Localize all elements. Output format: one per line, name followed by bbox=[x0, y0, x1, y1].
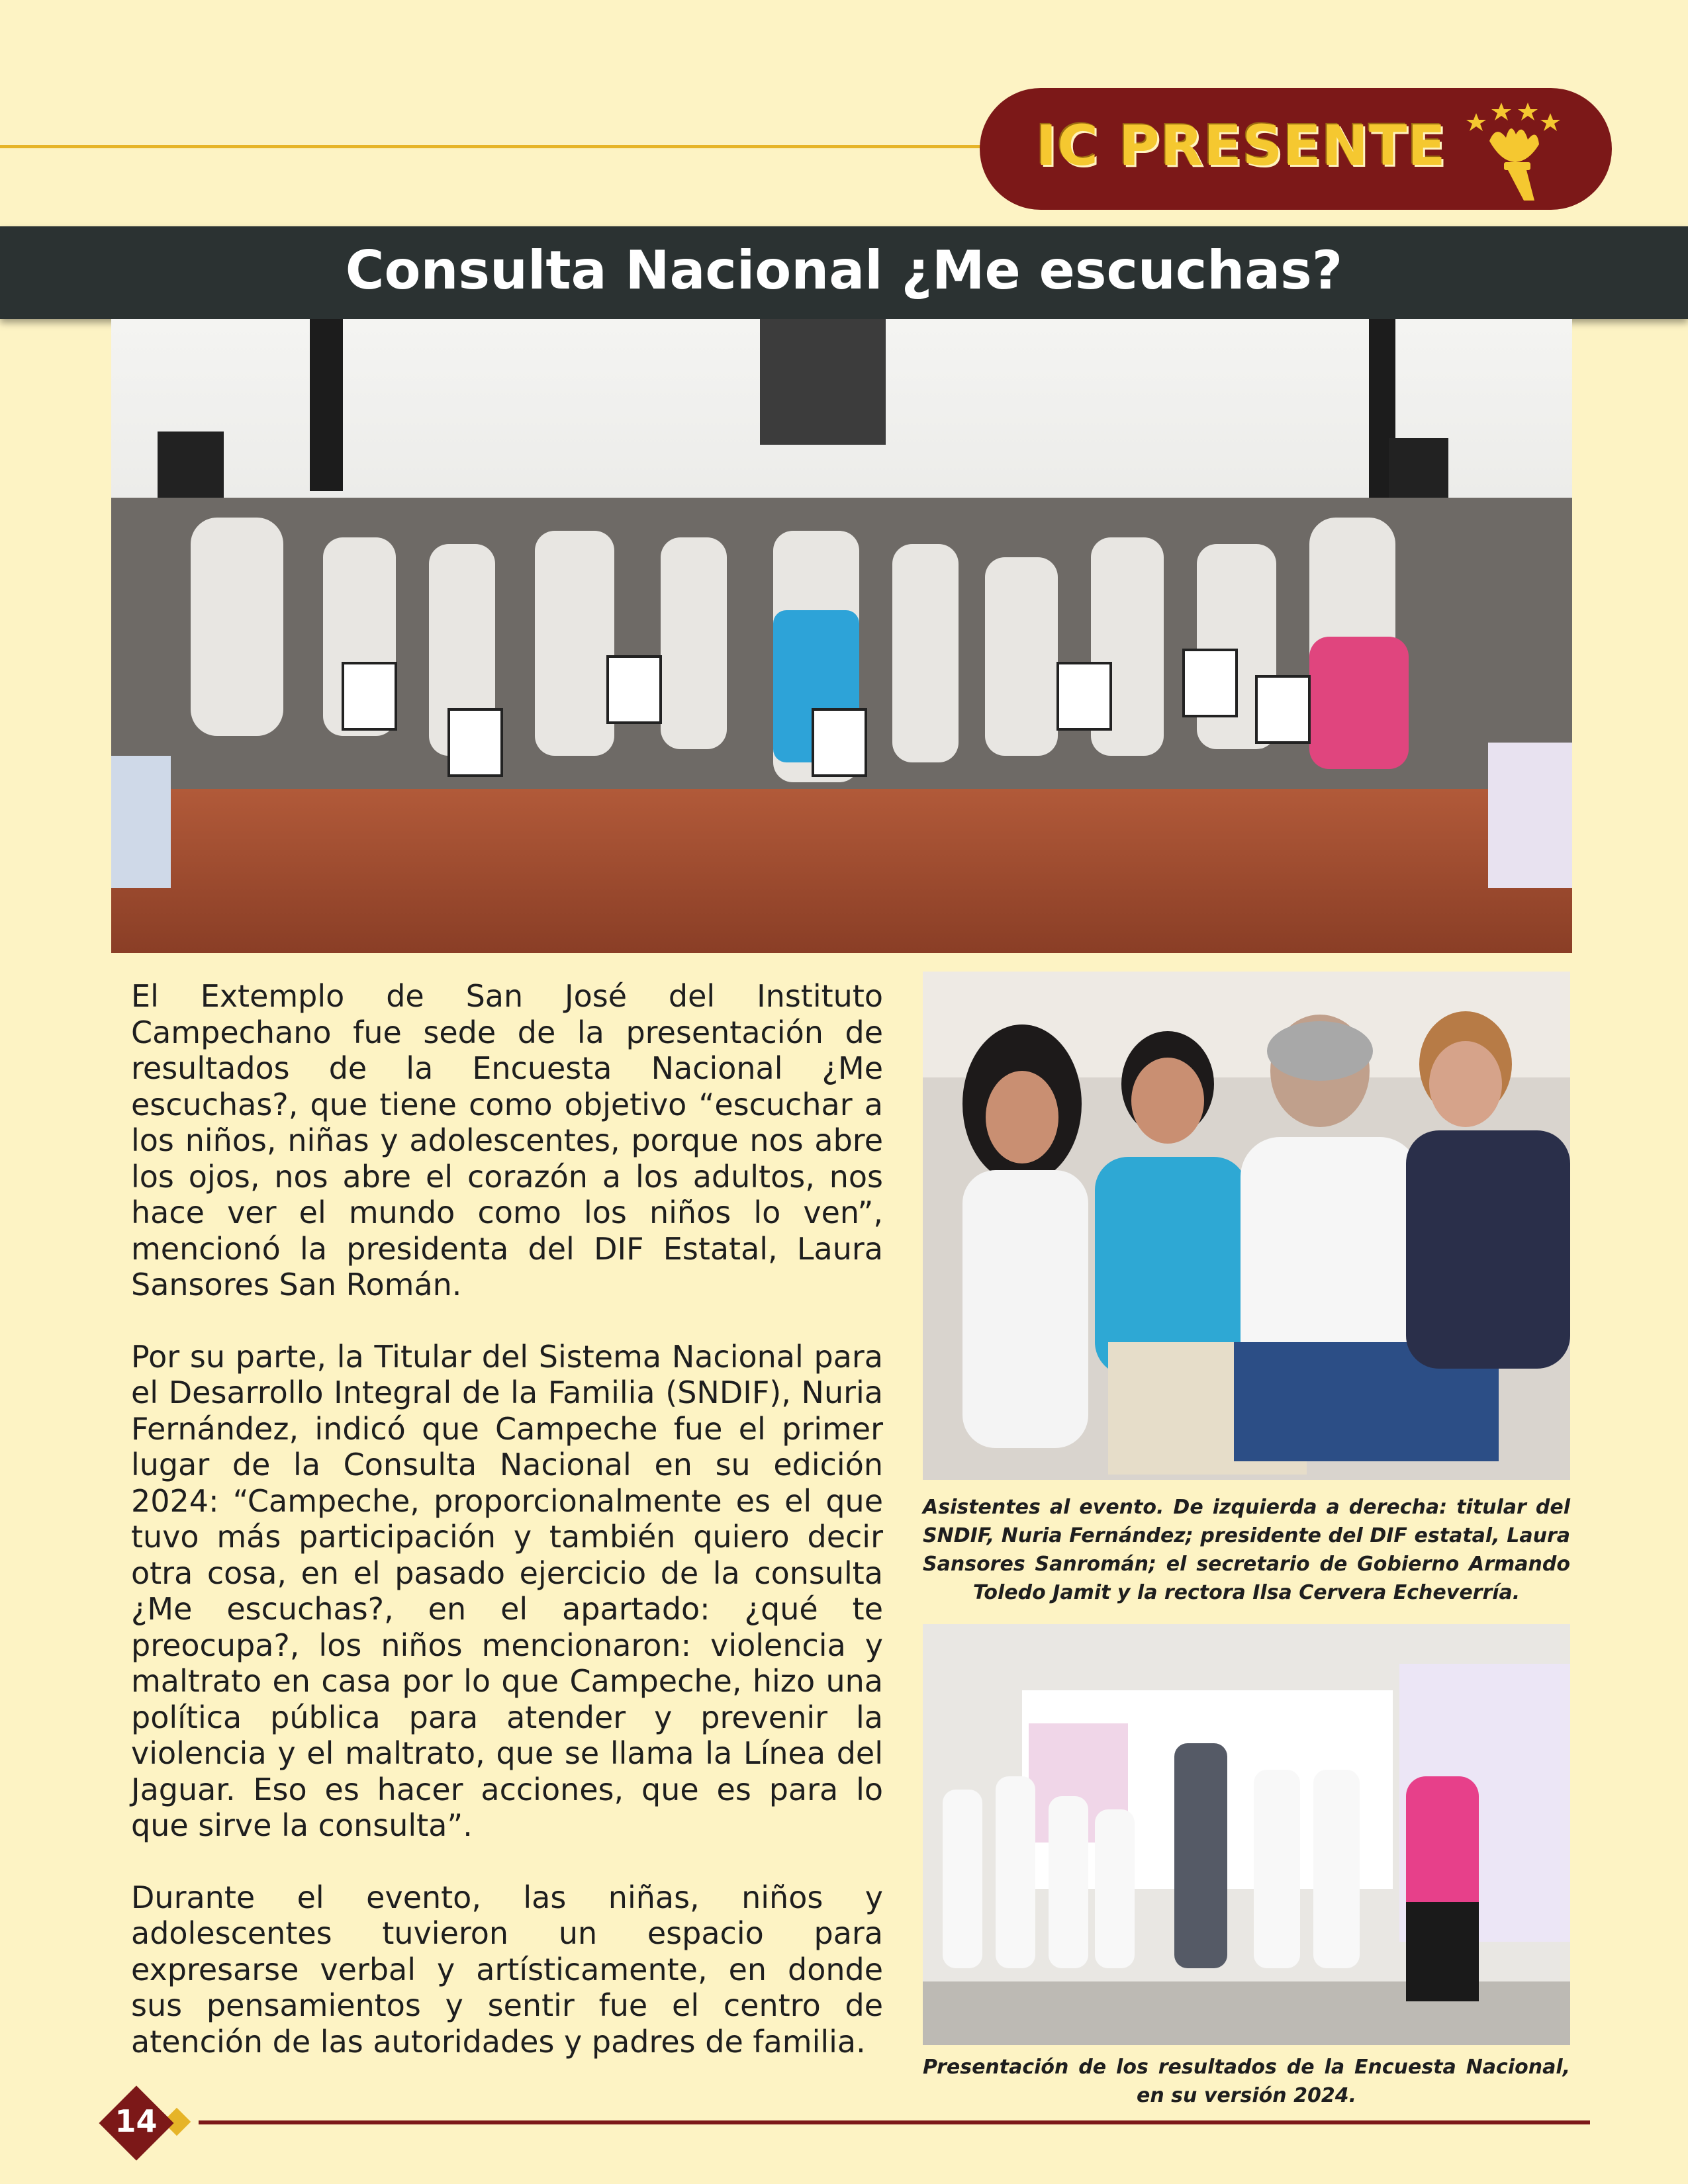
header-rule bbox=[0, 145, 1006, 148]
page-number-badge bbox=[98, 2085, 174, 2161]
page-number: 14 bbox=[115, 2103, 158, 2139]
presentation-photo-image bbox=[923, 1624, 1570, 2045]
torch-stars-icon bbox=[1450, 101, 1582, 201]
attendees-photo bbox=[923, 972, 1570, 1480]
title-band bbox=[0, 226, 1688, 319]
article-paragraph-2: Por su parte, la Titular del Sistema Nacional para el Desarrollo Integral de la Familia (SNDIF), Nuria Fernández, indicó que Campeche fue el primer lugar de la Consulta Nacional en su edición 2024: “Campeche, proporcionalmente es el que tuvo más participación y también quiero decir otra cosa, en el pasado ejercicio de la consulta ¿Me escuchas?, en el apartado: ¿qué te preocupa?, los niños mencionaron: violencia y maltrato en casa por lo que Campeche, hizo una política pública para atender y prevenir la violencia y el maltrato, que se llama la Línea del Jaguar. Eso es hacer acciones, que es para lo que sirve la consulta”. bbox=[131, 1338, 883, 1843]
presentation-photo bbox=[923, 1624, 1570, 2045]
section-badge-label: IC PRESENTE bbox=[1036, 113, 1446, 178]
page-title: Consulta Nacional ¿Me escuchas? bbox=[345, 240, 1343, 301]
article-body bbox=[131, 978, 883, 2095]
attendees-photo-image bbox=[923, 972, 1570, 1480]
article-paragraph-3: Durante el evento, las niñas, niños y adolescentes tuvieron un espacio para expresarse verbal y artísticamente, en donde sus pensamientos y sentir fue el centro de atención de las autoridades y padres de familia. bbox=[131, 1879, 883, 2060]
section-badge bbox=[980, 88, 1612, 210]
group-photo-image bbox=[111, 319, 1572, 953]
footer-rule bbox=[199, 2120, 1590, 2124]
group-photo bbox=[111, 319, 1572, 953]
attendees-caption: Asistentes al evento. De izquierda a derecha: titular del SNDIF, Nuria Fernández; presidente del DIF estatal, Laura Sansores Sanromán; el secretario de Gobierno Armando Toledo Jamit y la rectora Ilsa Cervera Echeverría. bbox=[923, 1496, 1570, 1604]
article-paragraph-1: El Extemplo de San José del Instituto Campechano fue sede de la presentación de resultados de la Encuesta Nacional ¿Me escuchas?, que tiene como objetivo “escuchar a los niños, niñas y adolescentes, porque nos abre los ojos, nos abre el corazón a los adultos, nos hace ver el mundo como los niños lo ven”, mencionó la presidenta del DIF Estatal, Laura Sansores San Román. bbox=[131, 978, 883, 1302]
presentation-caption: Presentación de los resultados de la Encuesta Nacional, en su versión 2024. bbox=[923, 2056, 1570, 2107]
